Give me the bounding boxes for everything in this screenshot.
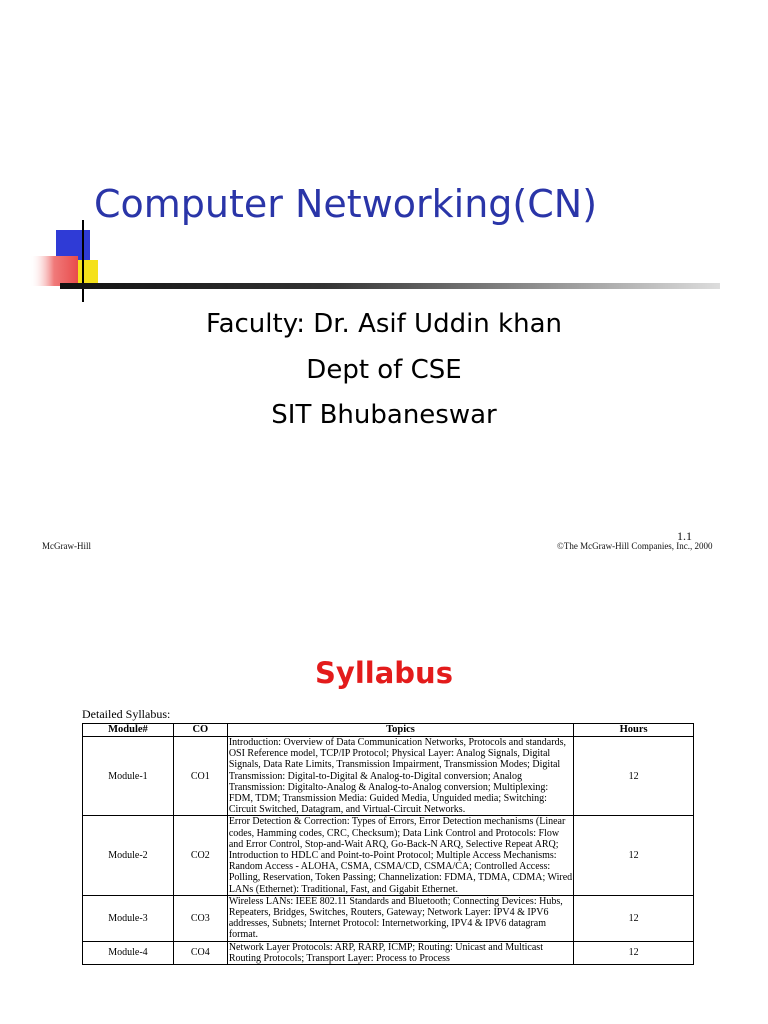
topics-cell: Introduction: Overview of Data Communication Networks, Protocols and standards, OSI Reference model, TCP/IP Protocol; Physical Layer: Analog Signals, Digital Signals, Data Rate Limits, Transmission Impairment, Transmission Modes; Digital Transmission: Digital-to-Digital & Analog-to-Digital conversion; Analog Transmission: Digitalto-Analog & Analog-to-Analog conversion; Multiplexing: FDM, TDM; Transmission Media: Guided Media, Unguided media; Switching: Circuit Switched, Datagram, and Virtual-Circuit Networks.	[227, 737, 573, 816]
module-cell: Module-2	[83, 816, 174, 895]
table-row	[83, 941, 694, 964]
topics-cell: Error Detection & Correction: Types of Errors, Error Detection mechanisms (Linear codes, Hamming codes, CRC, Checksum); Data Link Control and Protocols: Flow and Error Control, Stop-and-Wait ARQ, Go-Back-N ARQ, Selective Repeat ARQ; Introduction to HDLC and Point-to-Point Protocol; Multiple Access Mechanisms: Random Access - ALOHA, CSMA, CSMA/CD, CSMA/CA; Controlled Access: Polling, Reservation, Token Passing; Channelization: FDMA, TDMA, CDMA; Wired LANs (Ethernet): Traditional, Fast, and Gigabit Ethernet.	[228, 816, 573, 895]
topics-cell: Wireless LANs: IEEE 802.11 Standards and Bluetooth; Connecting Devices: Hubs, Repeaters, Bridges, Switches, Routers, Gateway; Network Layer: IPV4 & IPV6 addresses, Subnets; Internet Protocol: Internetworking, IPV4 & IPV6 datagram format.	[227, 895, 573, 941]
column-header-hours: Hours	[574, 724, 694, 737]
syllabus-table	[82, 723, 694, 965]
table-row	[83, 895, 694, 941]
hours-cell: 12	[574, 941, 694, 964]
faculty-name: Faculty: Dr. Asif Uddin khan	[206, 309, 562, 339]
title-underline	[60, 283, 720, 289]
decorative-squares	[30, 220, 160, 310]
column-header-co: CO	[173, 724, 227, 737]
table-caption: Detailed Syllabus:	[82, 707, 171, 721]
institute: SIT Bhubaneswar	[271, 400, 497, 430]
topics-cell: Network Layer Protocols: ARP, RARP, ICMP; Routing: Unicast and Multicast Routing Protocols; Transport Layer: Process to Process	[227, 941, 573, 964]
co-cell: CO3	[173, 895, 227, 941]
department: Dept of CSE	[306, 355, 462, 385]
footer-publisher: McGraw-Hill	[42, 541, 91, 551]
co-cell: CO2	[173, 816, 227, 895]
hours-cell: 12	[574, 816, 694, 895]
co-cell: CO4	[173, 941, 227, 964]
slide-title: Computer Networking(CN)	[94, 182, 598, 226]
syllabus-slide	[0, 576, 768, 1024]
module-cell: Module-4	[83, 941, 174, 964]
table-row	[83, 816, 694, 895]
table-row	[83, 737, 694, 816]
hours-cell: 12	[574, 737, 694, 816]
column-header-module: Module#	[83, 724, 174, 737]
syllabus-heading: Syllabus	[315, 656, 453, 690]
table-header-row	[83, 724, 694, 737]
module-cell: Module-1	[83, 737, 174, 816]
hours-cell: 12	[574, 895, 694, 941]
module-cell: Module-3	[83, 895, 174, 941]
column-header-topics: Topics	[227, 724, 573, 737]
footer-copyright: ©The McGraw-Hill Companies, Inc., 2000	[557, 541, 713, 551]
slide-number: 1.1	[677, 529, 692, 543]
co-cell: CO1	[173, 737, 227, 816]
